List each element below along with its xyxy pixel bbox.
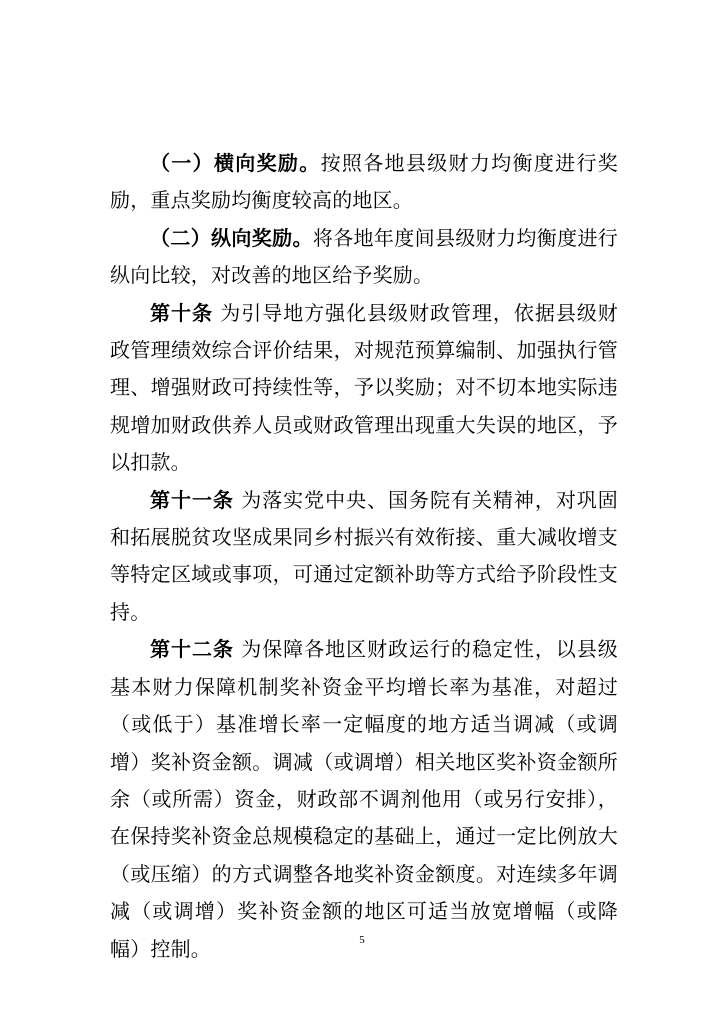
paragraph-text: 将各地年度间县级财力均衡度进行纵向比较，对改善的地区给予奖励。 xyxy=(110,225,619,288)
paragraph-horizontal-reward xyxy=(110,145,618,220)
paragraph-article-11 xyxy=(110,482,618,632)
paragraph-lead: 第十条 xyxy=(150,300,213,325)
document-body xyxy=(110,145,618,968)
paragraph-lead: 第十二条 xyxy=(150,637,234,662)
paragraph-lead: （一）横向奖励。 xyxy=(150,151,321,175)
paragraph-text: 为落实党中央、国务院有关精神，对巩固和拓展脱贫攻坚成果同乡村振兴有效衔接、重大减收增支等特定区域或事项，可通过定额补助等方式给予阶段性支持。 xyxy=(110,487,618,624)
paragraph-lead: （二）纵向奖励。 xyxy=(150,225,313,250)
paragraph-text: 为保障各地区财政运行的稳定性，以县级基本财力保障机制奖补资金平均增长率为基准，对超过（或低于）基准增长率一定幅度的地方适当调减（或调增）奖补资金额。调减（或调增）相关地区奖补资金额所余（或所需）资金，财政部不调剂他用（或另行安排），在保持奖补资金总规模稳定的基础上，通过一定比例放大（或压缩）的方式调整各地奖补资金额度。对连续多年调减（或调增）奖补资金额的地区可适当放宽增幅（或降幅）控制。 xyxy=(110,637,618,961)
paragraph-text: 为引导地方强化县级财政管理，依据县级财政管理绩效综合评价结果，对规范预算编制、加强执行管理、增强财政可持续性等，予以奖励；对不切本地实际违规增加财政供养人员或财政管理出现重大失误的地区，予以扣款。 xyxy=(110,300,619,475)
paragraph-article-12 xyxy=(110,631,618,968)
paragraph-lead: 第十一条 xyxy=(150,487,234,512)
paragraph-vertical-reward xyxy=(110,220,618,295)
paragraph-article-10 xyxy=(110,295,618,482)
paragraph-text: 按照各地县级财力均衡度进行奖励，重点奖励均衡度较高的地区。 xyxy=(110,151,618,213)
page-number: 5 xyxy=(359,934,365,946)
